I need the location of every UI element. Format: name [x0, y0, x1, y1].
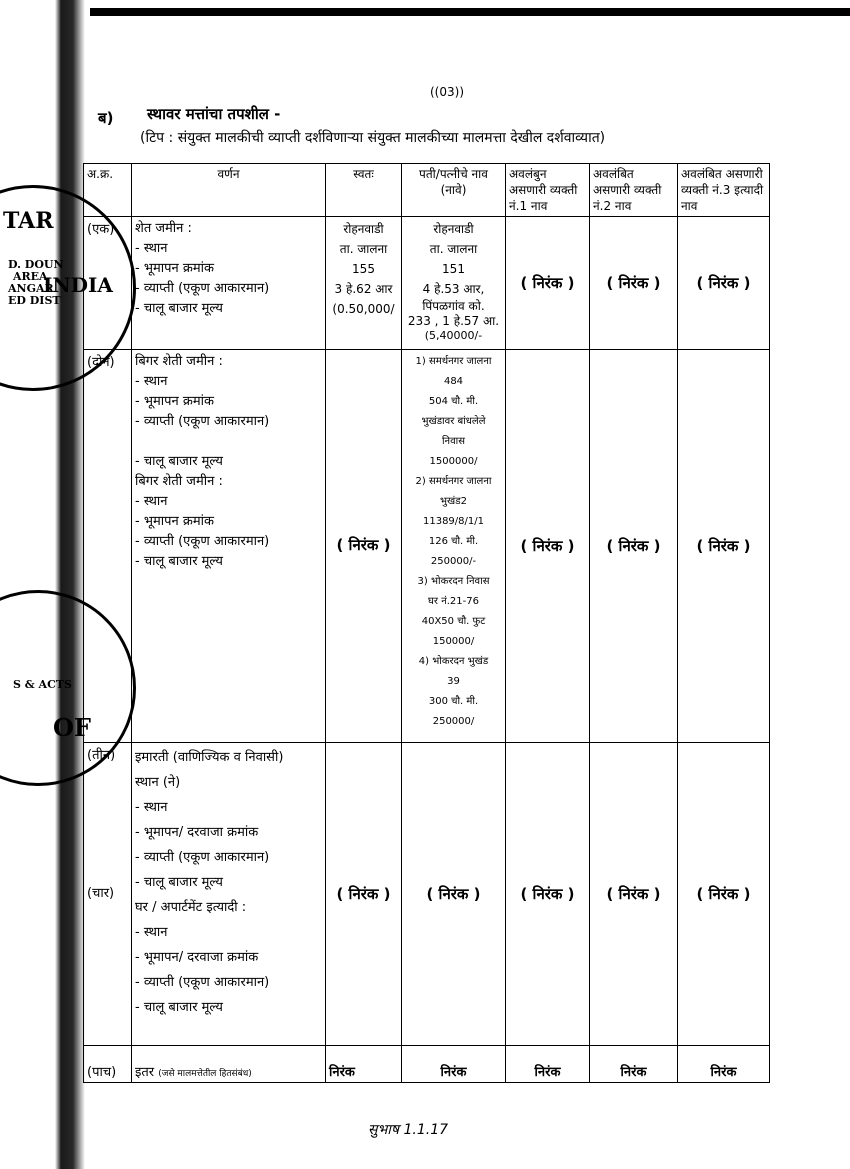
value-line: 3) भोकरदन निवास [417, 576, 490, 587]
desc-line: - व्याप्ती (एकूण आकारमान) [135, 281, 270, 296]
value-line: 11389/8/1/1 [422, 516, 484, 527]
desc-line: - स्थान [135, 494, 168, 509]
value-line: ता. जालना [339, 242, 388, 256]
desc-main: इतर [135, 1065, 155, 1080]
desc-line: - व्याप्ती (एकूण आकारमान) [135, 975, 270, 990]
desc-line: घर / अपार्टमेंट इत्यादी : [135, 900, 247, 915]
row-number-3: (तीन) [87, 748, 116, 763]
value-line: 40X50 चौ. फुट [421, 616, 486, 627]
value-line: भुखंडावर बांधलेले [421, 416, 486, 427]
value-line: 1) समर्थनगर जालना [415, 356, 492, 367]
dependent-2-value: ( निरंक ) [590, 743, 678, 1046]
dependent-2-value: निरंक [590, 1046, 678, 1083]
header-dependent-3: अवलंबित असणारी व्यक्ती नं.3 इत्यादी नाव [678, 164, 770, 217]
header-serial: अ.क्र. [84, 164, 132, 217]
dependent-2-value: ( निरंक ) [590, 350, 678, 743]
desc-line: - स्थान [135, 241, 168, 256]
value-line: 39 [447, 676, 460, 687]
desc-line: - भूमापन/ दरवाजा क्रमांक [135, 950, 259, 965]
desc-note: (जसे मालमत्तेतील हितसंबंध) [158, 1069, 252, 1079]
desc-line: शेत जमीन : [135, 221, 192, 236]
value-line: रोहनवाडी [433, 222, 474, 236]
dependent-3-value: निरंक [678, 1046, 770, 1083]
desc-line: - चालू बाजार मूल्य [135, 454, 223, 469]
value-line: 126 चौ. मी. [428, 536, 479, 547]
desc-line: बिगर शेती जमीन : [135, 474, 223, 489]
desc-line: - चालू बाजार मूल्य [135, 1000, 223, 1015]
row-description [132, 1046, 326, 1083]
header-dependent-2: अवलंबित असणारी व्यक्ती नं.2 नाव [590, 164, 678, 217]
desc-line: - व्याप्ती (एकूण आकारमान) [135, 534, 270, 549]
desc-line: - स्थान [135, 800, 168, 815]
row-description [132, 350, 326, 743]
value-line: 250000/- [430, 556, 477, 567]
desc-spacer [135, 432, 322, 452]
desc-line: स्थान (ने) [135, 775, 181, 790]
desc-line: - व्याप्ती (एकूण आकारमान) [135, 414, 270, 429]
desc-line: - स्थान [135, 925, 168, 940]
desc-line: - चालू बाजार मूल्य [135, 301, 223, 316]
desc-line: - भूमापन क्रमांक [135, 261, 214, 276]
self-value: ( निरंक ) [326, 743, 402, 1046]
desc-line: - भूमापन क्रमांक [135, 514, 214, 529]
row-number-spacer [87, 763, 128, 883]
section-title: स्थावर मत्तांचा तपशील - [147, 105, 281, 123]
header-self: स्वतः [326, 164, 402, 217]
desc-line: - चालू बाजार मूल्य [135, 554, 223, 569]
page-number: ((03)) [430, 85, 464, 99]
value-line: 150000/ [432, 636, 475, 647]
spouse-value [402, 217, 506, 350]
row-number: (पाच) [84, 1046, 132, 1083]
stamp-text: ANGAR [8, 282, 54, 295]
table-row [84, 743, 770, 1046]
value-line: 233 , 1 हे.57 आ. [407, 314, 500, 328]
stamp-text: OF [53, 713, 91, 742]
dependent-1-value: ( निरंक ) [506, 217, 590, 350]
value-line: रोहनवाडी [343, 222, 384, 236]
row-number [84, 743, 132, 1046]
stamp-text: S & ACTS [13, 678, 72, 691]
row-description [132, 217, 326, 350]
value-line: 4 हे.53 आर, [422, 282, 485, 296]
row-description [132, 743, 326, 1046]
value-line: (0.50,000/ [332, 302, 395, 316]
value-line: 3 हे.62 आर [334, 282, 393, 296]
section-marker: ब) [98, 109, 114, 127]
row-number-4: (चार) [87, 886, 115, 901]
dependent-1-value: निरंक [506, 1046, 590, 1083]
header-row [84, 164, 770, 217]
row-number: (दोन) [84, 350, 132, 743]
scan-top-edge [90, 8, 850, 16]
value-line: 4) भोकरदन भुखंड [418, 656, 489, 667]
self-value: ( निरंक ) [326, 350, 402, 743]
desc-line: - स्थान [135, 374, 168, 389]
value-line: घर नं.21-76 [428, 596, 479, 607]
dependent-1-value: ( निरंक ) [506, 743, 590, 1046]
stamp-text: ED DIST [8, 294, 61, 307]
value-line: 300 चौ. मी. [428, 696, 479, 707]
self-value: निरंक [326, 1046, 402, 1083]
table-row [84, 217, 770, 350]
value-line: भुखंड2 [440, 496, 467, 507]
value-line: 250000/ [432, 716, 475, 727]
row-number: (एक) [84, 217, 132, 350]
desc-line: इमारती (वाणिज्यिक व निवासी) [135, 750, 284, 765]
value-line: (5,40000/- [424, 329, 483, 342]
value-line: निवास [441, 436, 466, 447]
assets-table [83, 163, 770, 1083]
value-line: ता. जालना [429, 242, 478, 256]
stamp-text: D. DOUN [8, 258, 64, 271]
spouse-value: निरंक [402, 1046, 506, 1083]
desc-line: - व्याप्ती (एकूण आकारमान) [135, 850, 270, 865]
scan-edge-shadow [55, 0, 85, 1169]
value-line: पिंपळगांव को. [422, 299, 485, 313]
stamp-text: AREA [13, 270, 48, 283]
dependent-3-value: ( निरंक ) [678, 217, 770, 350]
value-line: 151 [442, 262, 465, 276]
desc-line: बिगर शेती जमीन : [135, 354, 223, 369]
dependent-1-value: ( निरंक ) [506, 350, 590, 743]
value-line: 504 चौ. मी. [428, 396, 479, 407]
value-line: 1500000/ [429, 456, 478, 467]
header-spouse: पती/पत्नीचे नाव (नावे) [402, 164, 506, 217]
desc-line: - भूमापन/ दरवाजा क्रमांक [135, 825, 259, 840]
table-row [84, 1046, 770, 1083]
stamp-text: INDIA [43, 273, 113, 297]
table-row [84, 350, 770, 743]
value-line: 155 [352, 262, 375, 276]
value-line: 484 [443, 376, 464, 387]
value-line: 2) समर्थनगर जालना [415, 476, 492, 487]
handwritten-signature: सुभाष 1.1.17 [368, 1122, 449, 1138]
dependent-2-value: ( निरंक ) [590, 217, 678, 350]
self-value [326, 217, 402, 350]
header-dependent-1: अवलंबुन असणारी व्यक्ती नं.1 नाव [506, 164, 590, 217]
desc-line: - भूमापन क्रमांक [135, 394, 214, 409]
scan-margin [0, 0, 55, 1169]
stamp-text: TAR [3, 208, 54, 234]
dependent-3-value: ( निरंक ) [678, 743, 770, 1046]
spouse-value: ( निरंक ) [402, 743, 506, 1046]
dependent-3-value: ( निरंक ) [678, 350, 770, 743]
header-description: वर्णन [132, 164, 326, 217]
desc-line: - चालू बाजार मूल्य [135, 875, 223, 890]
spouse-value [402, 350, 506, 743]
section-note: (टिप : संयुक्त मालकीची व्याप्ती दर्शविणाऱ्या संयुक्त मालकीच्या मालमत्ता देखील दर्शवाव्यात) [140, 130, 606, 146]
